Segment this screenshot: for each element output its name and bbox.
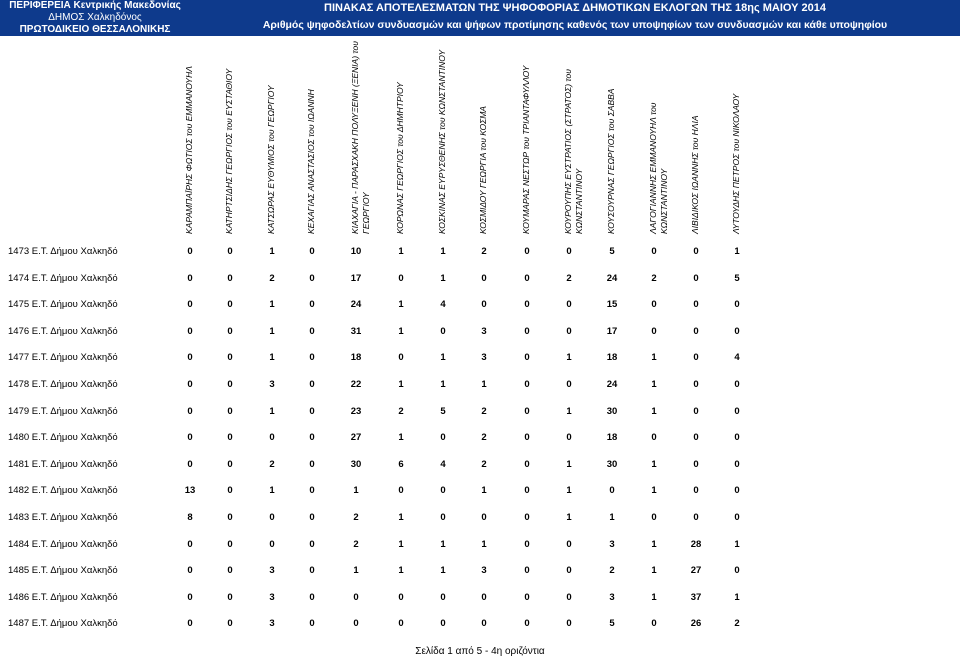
polling-station-label: 1473 Ε.Τ. Δήμου Χαλκηδό — [8, 246, 118, 257]
vote-count-cell: 0 — [524, 485, 530, 497]
vote-count-cell: 3 — [269, 379, 275, 390]
polling-station-label: 1487 Ε.Τ. Δήμου Χαλκηδό — [8, 618, 118, 630]
vote-count-cell: 1 — [440, 538, 446, 550]
candidate-column-header — [306, 40, 321, 234]
table-row — [0, 269, 960, 289]
vote-count-cell: 3 — [609, 538, 615, 550]
vote-count-cell: 28 — [690, 538, 702, 550]
vote-count-cell: 2 — [566, 272, 572, 284]
vote-count-cell: 3 — [481, 352, 487, 364]
vote-count-cell: 2 — [353, 538, 359, 550]
vote-count-cell: 5 — [440, 405, 446, 417]
vote-count-cell: 1 — [651, 591, 657, 603]
vote-count-cell: 0 — [353, 591, 359, 603]
vote-count-cell: 27 — [690, 565, 702, 577]
vote-count-cell: 24 — [606, 272, 618, 284]
vote-count-cell: 1 — [609, 512, 615, 523]
vote-count-cell: 0 — [398, 618, 404, 630]
vote-count-cell: 0 — [309, 325, 315, 337]
vote-count-cell: 0 — [187, 272, 193, 284]
vote-count-cell: 30 — [606, 458, 618, 470]
polling-station-label: 1475 Ε.Τ. Δήμου Χαλκηδό — [8, 299, 118, 311]
vote-count-cell: 0 — [693, 352, 699, 364]
vote-count-cell: 0 — [524, 299, 530, 311]
polling-station-label: 1478 Ε.Τ. Δήμου Χαλκηδό — [8, 379, 118, 390]
candidate-column-header — [690, 40, 705, 234]
vote-count-cell: 4 — [734, 352, 740, 364]
table-row — [0, 561, 960, 581]
vote-count-cell: 30 — [606, 405, 618, 417]
vote-count-cell: 0 — [524, 352, 530, 364]
vote-count-cell: 5 — [734, 272, 740, 284]
vote-count-cell: 0 — [227, 538, 233, 550]
header-issuer — [0, 0, 190, 36]
vote-count-cell: 0 — [227, 405, 233, 417]
vote-count-cell: 0 — [481, 272, 487, 284]
candidate-name: ΚΑΤΣΩΡΑΣ ΕΥΘΥΜΙΟΣ του ΓΕΩΡΓΙΟΥ — [266, 85, 276, 234]
vote-count-cell: 3 — [481, 325, 487, 337]
vote-count-cell: 2 — [481, 458, 487, 470]
vote-count-cell: 2 — [353, 512, 359, 523]
candidate-column-header — [224, 40, 250, 234]
page-footer: Σελίδα 1 από 5 - 4η οριζόντια — [415, 646, 545, 657]
vote-count-cell: 37 — [690, 591, 702, 603]
vote-count-cell: 0 — [566, 432, 572, 444]
vote-count-cell: 18 — [606, 432, 618, 444]
vote-count-cell: 0 — [693, 325, 699, 337]
vote-count-cell: 1 — [269, 299, 275, 311]
vote-count-cell: 0 — [187, 538, 193, 550]
vote-count-cell: 30 — [350, 458, 362, 470]
vote-count-cell: 1 — [651, 379, 657, 390]
table-row — [0, 614, 960, 634]
vote-count-cell: 1 — [398, 325, 404, 337]
vote-count-cell: 1 — [734, 246, 740, 257]
vote-count-cell: 3 — [269, 618, 275, 630]
vote-count-cell: 0 — [187, 379, 193, 390]
candidate-name: ΚΟΥΜΑΡΑΣ ΝΕΣΤΩΡ του ΤΡΙΑΝΤΑΦΥΛΛΟΥ — [521, 65, 531, 234]
vote-count-cell: 1 — [269, 325, 275, 337]
vote-count-cell: 1 — [651, 405, 657, 417]
vote-count-cell: 3 — [481, 565, 487, 577]
vote-count-cell: 0 — [481, 512, 487, 523]
candidate-name: ΚΑΡΑΜΠΑΪΡΗΣ ΦΩΤΙΟΣ του ΕΜΜΑΝΟΥΗΛ — [184, 66, 194, 234]
vote-count-cell: 0 — [398, 272, 404, 284]
vote-count-cell: 5 — [609, 618, 615, 630]
vote-count-cell: 0 — [309, 485, 315, 497]
table-row — [0, 455, 960, 475]
vote-count-cell: 3 — [269, 565, 275, 577]
vote-count-cell: 0 — [269, 432, 275, 444]
vote-count-cell: 1 — [440, 352, 446, 364]
table-row — [0, 375, 960, 395]
vote-count-cell: 1 — [269, 485, 275, 497]
vote-count-cell: 0 — [227, 272, 233, 284]
vote-count-cell: 0 — [309, 246, 315, 257]
candidate-name: ΛΑΓΟΓΙΑΝΝΗΣ ΕΜΜΑΝΟΥΗΛ του ΚΩΝΣΤΑΝΤΙΝΟΥ — [648, 102, 669, 234]
vote-count-cell: 0 — [693, 405, 699, 417]
vote-count-cell: 0 — [566, 299, 572, 311]
vote-count-cell: 0 — [566, 379, 572, 390]
vote-count-cell: 0 — [398, 352, 404, 364]
candidate-column-header — [478, 40, 493, 234]
vote-count-cell: 0 — [566, 565, 572, 577]
vote-count-cell: 0 — [524, 272, 530, 284]
vote-count-cell: 24 — [350, 299, 362, 311]
vote-count-cell: 0 — [227, 618, 233, 630]
vote-count-cell: 0 — [309, 405, 315, 417]
vote-count-cell: 0 — [309, 618, 315, 630]
polling-station-label: 1477 Ε.Τ. Δήμου Χαλκηδό — [8, 352, 118, 364]
vote-count-cell: 1 — [269, 352, 275, 364]
page-title: ΠΙΝΑΚΑΣ ΑΠΟΤΕΛΕΣΜΑΤΩΝ ΤΗΣ ΨΗΦΟΦΟΡΙΑΣ ΔΗΜΟΤΙΚΩΝ ΕΚΛΟΓΩΝ ΤΗΣ 18ης ΜΑΙΟΥ 2014 — [324, 2, 826, 14]
vote-count-cell: 0 — [693, 485, 699, 497]
vote-count-cell: 0 — [227, 325, 233, 337]
table-row — [0, 481, 960, 501]
vote-count-cell: 17 — [606, 325, 618, 337]
vote-count-cell: 0 — [187, 325, 193, 337]
vote-count-cell: 0 — [227, 591, 233, 603]
vote-count-cell: 0 — [227, 352, 233, 364]
vote-count-cell: 2 — [269, 458, 275, 470]
vote-count-cell: 0 — [309, 458, 315, 470]
vote-count-cell: 0 — [309, 591, 315, 603]
polling-station-label: 1480 Ε.Τ. Δήμου Χαλκηδό — [8, 432, 118, 444]
vote-count-cell: 1 — [481, 485, 487, 497]
vote-count-cell: 3 — [269, 591, 275, 603]
vote-count-cell: 0 — [524, 246, 530, 257]
vote-count-cell: 0 — [524, 458, 530, 470]
vote-count-cell: 2 — [651, 272, 657, 284]
vote-count-cell: 27 — [350, 432, 362, 444]
vote-count-cell: 1 — [269, 405, 275, 417]
vote-count-cell: 1 — [566, 458, 572, 470]
vote-count-cell: 23 — [350, 405, 362, 417]
candidate-name: ΚΕΧΑΓΙΑΣ ΑΝΑΣΤΑΣΙΟΣ του ΙΩΑΝΝΗ — [306, 89, 316, 234]
polling-station-label: 1485 Ε.Τ. Δήμου Χαλκηδό — [8, 565, 118, 577]
vote-count-cell: 0 — [524, 565, 530, 577]
vote-count-cell: 0 — [227, 246, 233, 257]
vote-count-cell: 0 — [693, 299, 699, 311]
vote-count-cell: 0 — [440, 485, 446, 497]
vote-count-cell: 4 — [440, 299, 446, 311]
vote-count-cell: 2 — [481, 432, 487, 444]
vote-count-cell: 2 — [609, 565, 615, 577]
vote-count-cell: 0 — [566, 246, 572, 257]
vote-count-cell: 1 — [481, 538, 487, 550]
vote-count-cell: 6 — [398, 458, 404, 470]
vote-count-cell: 1 — [734, 538, 740, 550]
candidate-column-header — [648, 40, 674, 234]
vote-count-cell: 0 — [693, 512, 699, 523]
vote-count-cell: 0 — [309, 299, 315, 311]
vote-count-cell: 0 — [524, 618, 530, 630]
vote-count-cell: 0 — [187, 352, 193, 364]
vote-count-cell: 0 — [734, 405, 740, 417]
table-row — [0, 348, 960, 368]
vote-count-cell: 1 — [651, 565, 657, 577]
vote-count-cell: 0 — [524, 512, 530, 523]
table-row — [0, 508, 960, 528]
vote-count-cell: 0 — [651, 432, 657, 444]
table-row — [0, 588, 960, 608]
vote-count-cell: 0 — [309, 565, 315, 577]
vote-count-cell: 0 — [734, 485, 740, 497]
vote-count-cell: 1 — [440, 379, 446, 390]
vote-count-cell: 0 — [734, 432, 740, 444]
vote-count-cell: 0 — [227, 299, 233, 311]
candidate-column-header — [437, 40, 463, 234]
vote-count-cell: 0 — [566, 538, 572, 550]
vote-count-cell: 0 — [481, 591, 487, 603]
vote-count-cell: 2 — [481, 405, 487, 417]
vote-count-cell: 3 — [609, 591, 615, 603]
vote-count-cell: 0 — [227, 458, 233, 470]
vote-count-cell: 0 — [693, 458, 699, 470]
vote-count-cell: 17 — [350, 272, 362, 284]
table-row — [0, 242, 960, 262]
candidate-column-header — [731, 40, 746, 234]
vote-count-cell: 1 — [398, 565, 404, 577]
vote-count-cell: 0 — [227, 432, 233, 444]
vote-count-cell: 22 — [350, 379, 362, 390]
vote-count-cell: 0 — [309, 512, 315, 523]
vote-count-cell: 0 — [734, 299, 740, 311]
vote-count-cell: 1 — [269, 246, 275, 257]
vote-count-cell: 1 — [651, 352, 657, 364]
vote-count-cell: 1 — [398, 432, 404, 444]
vote-count-cell: 0 — [693, 432, 699, 444]
vote-count-cell: 2 — [734, 618, 740, 630]
vote-count-cell: 18 — [350, 352, 362, 364]
vote-count-cell: 0 — [309, 432, 315, 444]
candidate-column-header — [184, 40, 210, 234]
vote-count-cell: 2 — [398, 405, 404, 417]
vote-count-cell: 0 — [187, 565, 193, 577]
vote-count-cell: 1 — [734, 591, 740, 603]
candidate-name: ΚΟΡΩΝΑΣ ΓΕΩΡΓΙΟΣ του ΔΗΜΗΤΡΙΟΥ — [395, 82, 405, 234]
polling-station-label: 1479 Ε.Τ. Δήμου Χαλκηδό — [8, 405, 118, 417]
vote-count-cell: 0 — [524, 432, 530, 444]
vote-count-cell: 0 — [398, 591, 404, 603]
candidate-name: ΚΟΥΣΟΥΡΝΑΣ ΓΕΩΡΓΙΟΣ του ΣΑΒΒΑ — [606, 88, 616, 234]
vote-count-cell: 0 — [227, 512, 233, 523]
header-region: ΠΕΡΙΦΕΡΕΙΑ Κεντρικής Μακεδονίας — [9, 0, 181, 11]
vote-count-cell: 18 — [606, 352, 618, 364]
vote-count-cell: 0 — [187, 591, 193, 603]
vote-count-cell: 15 — [606, 299, 618, 311]
vote-count-cell: 1 — [481, 379, 487, 390]
table-row — [0, 295, 960, 315]
vote-count-cell: 1 — [566, 352, 572, 364]
vote-count-cell: 0 — [187, 618, 193, 630]
vote-count-cell: 0 — [566, 591, 572, 603]
vote-count-cell: 0 — [440, 591, 446, 603]
vote-count-cell: 1 — [353, 485, 359, 497]
candidate-name: ΚΙΑΧΑΓΙΑ - ΠΑΡΑΣΧΑΚΗ ΠΟΛΥΞΕΝΗ (ΞΕΝΙΑ) του ΓΕΩΡΓΙΟΥ — [350, 41, 371, 234]
page-header — [0, 0, 960, 36]
vote-count-cell: 1 — [398, 512, 404, 523]
vote-count-cell: 0 — [309, 272, 315, 284]
vote-count-cell: 13 — [184, 485, 196, 497]
vote-count-cell: 0 — [481, 299, 487, 311]
vote-count-cell: 26 — [690, 618, 702, 630]
vote-count-cell: 2 — [481, 246, 487, 257]
vote-count-cell: 0 — [309, 379, 315, 390]
vote-count-cell: 1 — [566, 512, 572, 523]
vote-count-cell: 1 — [440, 246, 446, 257]
vote-count-cell: 1 — [440, 565, 446, 577]
vote-count-cell: 1 — [440, 272, 446, 284]
vote-count-cell: 0 — [734, 379, 740, 390]
vote-count-cell: 0 — [398, 485, 404, 497]
table-row — [0, 402, 960, 422]
polling-station-label: 1486 Ε.Τ. Δήμου Χαλκηδό — [8, 591, 118, 603]
vote-count-cell: 0 — [524, 325, 530, 337]
table-row — [0, 322, 960, 342]
vote-count-cell: 0 — [227, 485, 233, 497]
vote-count-cell: 4 — [440, 458, 446, 470]
vote-count-cell: 0 — [651, 325, 657, 337]
vote-count-cell: 0 — [440, 325, 446, 337]
vote-count-cell: 1 — [353, 565, 359, 577]
vote-count-cell: 0 — [187, 432, 193, 444]
vote-count-cell: 0 — [693, 379, 699, 390]
vote-count-cell: 0 — [651, 299, 657, 311]
candidate-header-row — [0, 40, 960, 234]
vote-count-cell: 0 — [734, 325, 740, 337]
vote-count-cell: 1 — [651, 485, 657, 497]
vote-count-cell: 0 — [227, 565, 233, 577]
vote-count-cell: 0 — [609, 485, 615, 497]
table-row — [0, 535, 960, 555]
header-titles — [190, 0, 960, 36]
page-subtitle: Αριθμός ψηφοδελτίων συνδυασμών και ψήφων προτίμησης καθενός των υποψηφίων των συνδυασμών και κάθε υποψηφίου — [262, 19, 888, 31]
vote-count-cell: 0 — [187, 299, 193, 311]
vote-count-cell: 0 — [481, 618, 487, 630]
vote-count-cell: 1 — [398, 246, 404, 257]
candidate-column-header — [395, 40, 410, 234]
candidate-column-header — [563, 40, 589, 234]
candidate-column-header — [521, 40, 547, 234]
candidate-column-header — [266, 40, 281, 234]
polling-station-label: 1474 Ε.Τ. Δήμου Χαλκηδό — [8, 272, 118, 284]
candidate-column-header — [350, 40, 376, 234]
candidate-name: ΚΟΣΚΙΝΑΣ ΕΥΡΥΣΘΕΝΗΣ του ΚΩΝΣΤΑΝΤΙΝΟΥ — [437, 49, 447, 234]
vote-count-cell: 0 — [353, 618, 359, 630]
polling-station-label: 1484 Ε.Τ. Δήμου Χαλκηδό — [8, 538, 118, 550]
candidate-column-header — [606, 40, 621, 234]
vote-count-cell: 24 — [606, 379, 618, 390]
vote-count-cell: 1 — [398, 538, 404, 550]
vote-count-cell: 0 — [187, 246, 193, 257]
vote-count-cell: 0 — [566, 618, 572, 630]
vote-count-cell: 0 — [693, 272, 699, 284]
vote-count-cell: 0 — [440, 512, 446, 523]
vote-count-cell: 0 — [651, 512, 657, 523]
vote-count-cell: 0 — [651, 618, 657, 630]
vote-count-cell: 1 — [651, 458, 657, 470]
vote-count-cell: 0 — [693, 246, 699, 257]
vote-count-cell: 0 — [524, 405, 530, 417]
vote-count-cell: 5 — [609, 246, 615, 257]
vote-count-cell: 0 — [651, 246, 657, 257]
vote-count-cell: 0 — [269, 538, 275, 550]
vote-count-cell: 2 — [269, 272, 275, 284]
vote-count-cell: 0 — [524, 379, 530, 390]
header-municipality: ΔΗΜΟΣ Χαλκηδόνος — [48, 12, 142, 23]
polling-station-label: 1482 Ε.Τ. Δήμου Χαλκηδό — [8, 485, 118, 497]
vote-count-cell: 1 — [566, 405, 572, 417]
vote-count-cell: 0 — [524, 591, 530, 603]
vote-count-cell: 31 — [350, 325, 362, 337]
vote-count-cell: 0 — [187, 405, 193, 417]
vote-count-cell: 1 — [651, 538, 657, 550]
vote-count-cell: 0 — [734, 512, 740, 523]
polling-station-label: 1476 Ε.Τ. Δήμου Χαλκηδό — [8, 325, 118, 337]
table-row — [0, 428, 960, 448]
vote-count-cell: 0 — [269, 512, 275, 523]
candidate-name: ΛΥΤΟΥΔΗΣ ΠΕΤΡΟΣ του ΝΙΚΟΛΑΟΥ — [731, 93, 741, 234]
candidate-name: ΚΟΥΡΟΥΠΗΣ ΕΥΣΤΡΑΤΙΟΣ (ΣΤΡΑΤΟΣ) του ΚΩΝΣΤΑΝΤΙΝΟΥ — [563, 69, 584, 234]
vote-count-cell: 0 — [309, 352, 315, 364]
candidate-name: ΛΙΒΙΔΙΚΟΣ ΙΩΑΝΝΗΣ του ΗΛΙΑ — [690, 115, 700, 234]
polling-station-label: 1483 Ε.Τ. Δήμου Χαλκηδό — [8, 512, 118, 523]
vote-count-cell: 0 — [187, 458, 193, 470]
vote-count-cell: 1 — [566, 485, 572, 497]
vote-count-cell: 0 — [734, 458, 740, 470]
vote-count-cell: 10 — [350, 246, 362, 257]
header-court: ΠΡΩΤΟΔΙΚΕΙΟ ΘΕΣΣΑΛΟΝΙΚΗΣ — [19, 24, 171, 35]
vote-count-cell: 0 — [309, 538, 315, 550]
vote-count-cell: 1 — [398, 299, 404, 311]
candidate-name: ΚΑΤΗΡΤΣΙΔΗΣ ΓΕΩΡΓΙΟΣ του ΕΥΣΤΑΘΙΟΥ — [224, 68, 234, 234]
vote-count-cell: 1 — [398, 379, 404, 390]
vote-count-cell: 0 — [227, 379, 233, 390]
vote-count-cell: 8 — [187, 512, 193, 523]
vote-count-cell: 0 — [524, 538, 530, 550]
vote-count-cell: 0 — [440, 432, 446, 444]
vote-count-cell: 0 — [440, 618, 446, 630]
candidate-name: ΚΟΣΜΙΔΟΥ ΓΕΩΡΓΙΑ του ΚΟΣΜΑ — [478, 106, 488, 234]
vote-count-cell: 0 — [566, 325, 572, 337]
polling-station-label: 1481 Ε.Τ. Δήμου Χαλκηδό — [8, 458, 118, 470]
vote-count-cell: 0 — [734, 565, 740, 577]
